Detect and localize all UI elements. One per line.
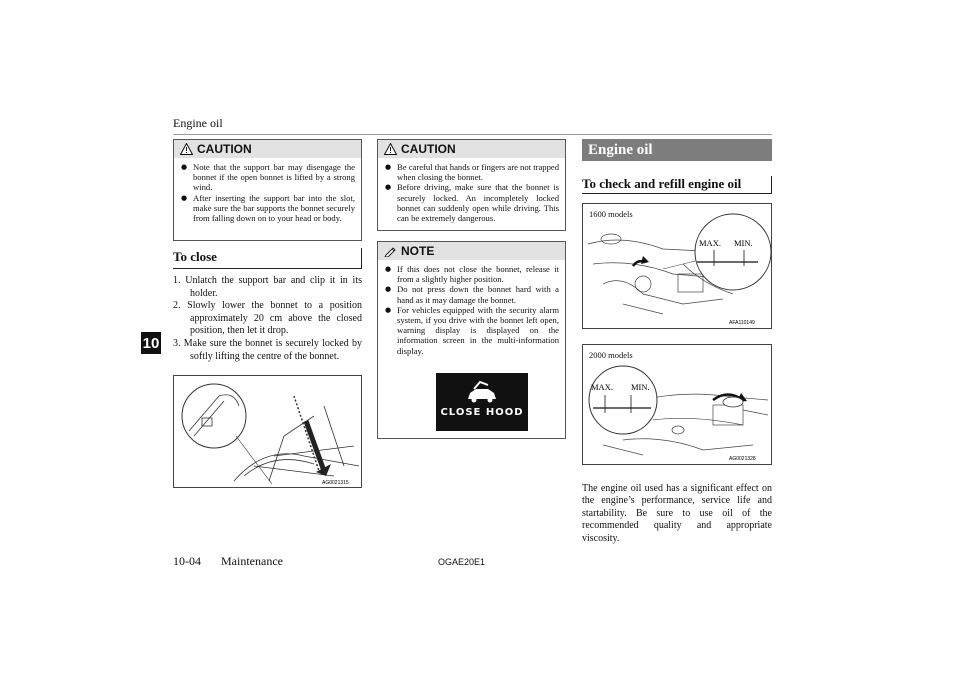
- figure-code: AG0021328: [729, 456, 756, 462]
- dipstick-max-label: MAX.: [699, 238, 721, 248]
- caution-header: [378, 140, 565, 158]
- figure-2000-models: [582, 344, 772, 465]
- car-hood-open-icon: [436, 377, 528, 407]
- note-item: ● Do not press down the bonnet hard with a hand as it may damage the bonnet.: [385, 284, 559, 304]
- warning-icon: [180, 143, 193, 155]
- chapter-tab: 10: [141, 332, 161, 354]
- close-hood-text: CLOSE HOOD: [440, 407, 524, 418]
- note-item: ● For vehicles equipped with the security alarm system, if you drive with the bonnet left open, warning display is displayed on the information screen in the multi-information display.: [385, 305, 559, 356]
- footer-doc-code: OGAE20E1: [438, 557, 486, 567]
- caution-item: ● After inserting the support bar into the slot, make sure the bar supports the bonnet securely from falling down on to your head or body.: [181, 193, 355, 224]
- to-close-steps: [173, 275, 362, 363]
- dipstick-min-label: MIN.: [631, 382, 650, 392]
- engine-oil-title: Engine oil: [582, 139, 772, 161]
- figure-label-1600: 1600 models: [589, 209, 633, 219]
- caution-label: CAUTION: [401, 142, 456, 156]
- header-rule: [173, 134, 772, 135]
- bonnet-illustration: [174, 376, 361, 487]
- check-refill-heading: To check and refill engine oil: [582, 176, 772, 194]
- step-item: 2. Slowly lower the bonnet to a position approximately 20 cm above the closed position, then let it drop.: [173, 300, 362, 337]
- figure-code: AG0021315: [322, 480, 349, 486]
- engine-bay-1600-illustration: [583, 204, 771, 328]
- note-label: NOTE: [401, 244, 435, 258]
- figure-1600-models: [582, 203, 772, 329]
- caution-item: ● Before driving, make sure that the bonnet is securely locked. An incompletely locked bonnet can suddenly open while driving. This can be extremely dangerous.: [385, 182, 559, 223]
- note-pencil-icon: [384, 245, 397, 257]
- step-item: 1. Unlatch the support bar and clip it in its holder.: [173, 275, 362, 299]
- page-header-title: Engine oil: [173, 116, 223, 130]
- warning-icon: [384, 143, 397, 155]
- engine-bay-2000-illustration: [583, 345, 771, 464]
- bonnet-figure: [173, 375, 362, 488]
- figure-label-2000: 2000 models: [589, 350, 633, 360]
- footer-page-number: 10-04: [173, 554, 201, 568]
- engine-oil-body-text: The engine oil used has a significant effect on the engine’s performance, service life and startability. Be sure to use oil of the recommended quality and appropriate viscosity.: [582, 483, 772, 544]
- caution-item: ● Note that the support bar may disengage the bonnet if the open bonnet is lifted by a strong wind.: [181, 162, 355, 193]
- note-item: ● If this does not close the bonnet, release it from a slightly higher position.: [385, 264, 559, 284]
- dipstick-min-label: MIN.: [734, 238, 753, 248]
- to-close-heading: To close: [173, 249, 217, 264]
- figure-code: AFA110149: [729, 320, 755, 326]
- to-close-heading-block: [173, 248, 362, 269]
- caution-item: ● Be careful that hands or fingers are not trapped when closing the bonnet.: [385, 162, 559, 182]
- caution-label: CAUTION: [197, 142, 252, 156]
- step-item: 3. Make sure the bonnet is securely locked by softly lifting the centre of the bonnet.: [173, 337, 362, 362]
- note-header: [378, 242, 565, 260]
- caution-box-mid: [377, 139, 566, 231]
- caution-header: [174, 140, 361, 158]
- note-box: [377, 241, 566, 439]
- caution-box-left: [173, 139, 362, 241]
- close-hood-display: [436, 373, 528, 431]
- dipstick-max-label: MAX.: [591, 382, 613, 392]
- footer-section: Maintenance: [221, 554, 283, 568]
